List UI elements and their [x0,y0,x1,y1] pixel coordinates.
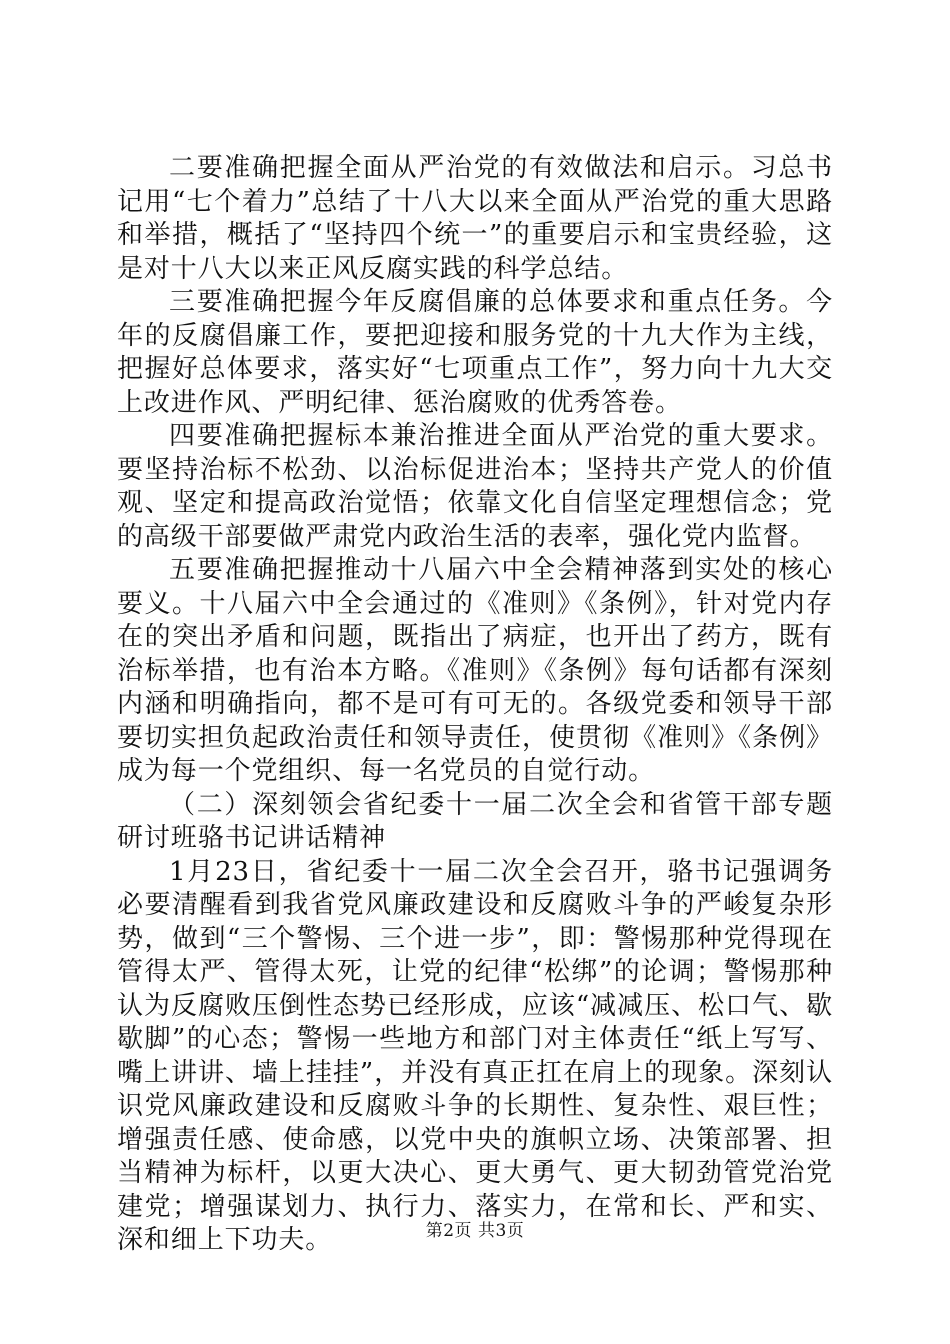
paragraph-6: 1月23日，省纪委十一届二次全会召开，骆书记强调务必要清醒看到我省党风廉政建设和反腐败斗争的严峻复杂形势，做到“三个警惕、三个进一步”，即：警惕那种党得现在管得太严、管得太死，让党的纪律“松绑”的论调；警惕那种认为反腐败压倒性态势已经形成，应该“减减压、松口气、歇歇脚”的心态；警惕一些地方和部门对主体责任“纸上写写、嘴上讲讲、墙上挂挂”，并没有真正扛在肩上的现象。深刻认识党风廉政建设和反腐败斗争的长期性、复杂性、艰巨性；增强责任感、使命感，以党中央的旗帜立场、决策部署、担当精神为标杆，以更大决心、更大勇气、更大韧劲管党治党建党；增强谋划力、执行力、落实力，在常和长、严和实、深和细上下功夫。 [117,856,833,1255]
paragraph-4: 四要准确把握标本兼治推进全面从严治党的重大要求。要坚持治标不松劲、以治标促进治本；坚持共产党人的价值观、坚定和提高政治觉悟；依靠文化自信坚定理想信念；党的高级干部要做严肃党内政治生活的表率，强化党内监督。 [117,421,833,552]
paragraph-3: 三要准确把握今年反腐倡廉的总体要求和重点任务。今年的反腐倡廉工作，要把迎接和服务党的十九大作为主线，把握好总体要求，落实好“七项重点工作”，努力向十九大交上改进作风、严明纪律、惩治腐败的优秀答卷。 [117,287,833,418]
paragraph-5: 五要准确把握推动十八届六中全会精神落到实处的核心要义。十八届六中全会通过的《准则》《条例》，针对党内存在的突出矛盾和问题，既指出了病症，也开出了药方，既有治标举措，也有治本方略。《准则》《条例》每句话都有深刻内涵和明确指向，都不是可有可无的。各级党委和领导干部要切实担负起政治责任和领导责任，使贯彻《准则》《条例》成为每一个党组织、每一名党员的自觉行动。 [117,555,833,786]
document-body [117,152,833,1258]
section-heading: （二）深刻领会省纪委十一届二次全会和省管干部专题研讨班骆书记讲话精神 [117,789,833,853]
paragraph-2: 二要准确把握全面从严治党的有效做法和启示。习总书记用“七个着力”总结了十八大以来全面从严治党的重大思路和举措，概括了“坚持四个统一”的重要启示和宝贵经验，这是对十八大以来正风反腐实践的科学总结。 [117,153,833,284]
page-number-footer: 第2页 共3页 [425,1221,525,1241]
